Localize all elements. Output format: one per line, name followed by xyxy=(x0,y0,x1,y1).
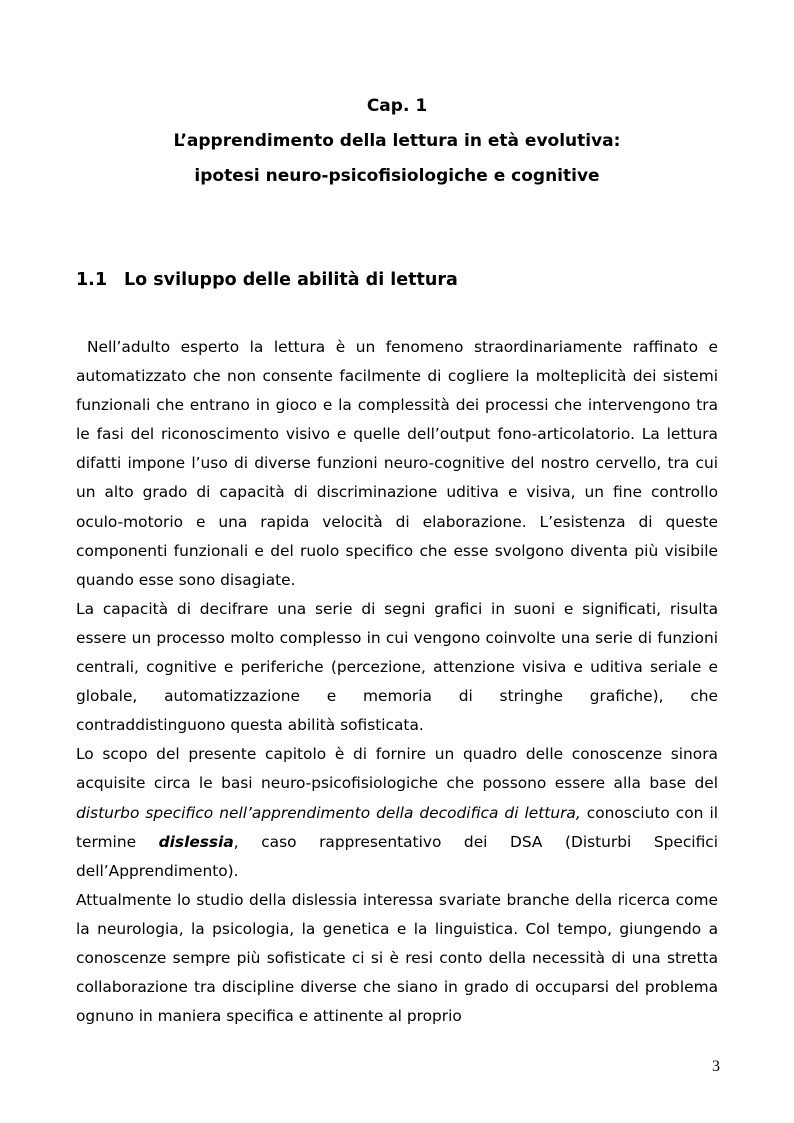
section-number: 1.1 xyxy=(76,270,108,290)
paragraph-3 xyxy=(76,740,718,885)
paragraph-3-text-a: Lo scopo del presente capitolo è di fornire un quadro delle conoscenze sinora acquisite circa le basi neuro-psicofisiologiche che possono essere alla base del xyxy=(76,745,718,793)
chapter-title-line-1: L’apprendimento della lettura in età evolutiva: xyxy=(173,131,621,151)
body-text xyxy=(76,333,718,1031)
section-title: Lo sviluppo delle abilità di lettura xyxy=(124,270,458,290)
chapter-title-line-2: ipotesi neuro-psicofisiologiche e cognitive xyxy=(194,166,600,186)
paragraph-3-italic-term: disturbo specifico nell’apprendimento della decodifica di lettura, xyxy=(76,803,581,822)
paragraph-1: Nell’adulto esperto la lettura è un fenomeno straordinariamente raffinato e automatizzato che non consente facilmente di cogliere la molteplicità dei sistemi funzionali che entrano in gioco e la complessità dei processi che intervengono tra le fasi del riconoscimento visivo e quelle dell’output fono-articolatorio. La lettura difatti impone l’uso di diverse funzioni neuro-cognitive del nostro cervello, tra cui un alto grado di capacità di discriminazione uditiva e visiva, un fine controllo oculo-motorio e una rapida velocità di elaborazione. L’esistenza di queste componenti funzionali e del ruolo specifico che esse svolgono diventa più visibile quando esse sono disagiate. xyxy=(76,338,718,589)
paragraph-4: Attualmente lo studio della dislessia interessa svariate branche della ricerca come la neurologia, la psicologia, la genetica e la linguistica. Col tempo, giungendo a conoscenze sempre più sofisticate ci si è resi conto della necessità di una stretta collaborazione tra discipline diverse che siano in grado di occuparsi del problema ognuno in maniera specifica e attinente al proprio xyxy=(76,890,718,1026)
page-number: 3 xyxy=(712,1058,720,1075)
paragraph-3-text-c: , caso rappresentativo dei DSA (Disturbi Specifici dell’Apprendimento). xyxy=(76,832,719,880)
paragraph-2: La capacità di decifrare una serie di segni grafici in suoni e significati, risulta essere un processo molto complesso in cui vengono coinvolte una serie di funzioni centrali, cognitive e periferiche (percezione, attenzione visiva e uditiva seriale e globale, automatizzazione e memoria di stringhe grafiche), che contraddistinguono questa abilità sofisticata. xyxy=(76,599,718,735)
chapter-heading xyxy=(0,89,794,194)
paragraph-3-key-term: dislessia xyxy=(158,832,234,851)
paragraph-3-text-b: conosciuto con il termine xyxy=(76,803,719,851)
section-heading xyxy=(76,266,458,294)
chapter-label: Cap. 1 xyxy=(366,96,428,116)
